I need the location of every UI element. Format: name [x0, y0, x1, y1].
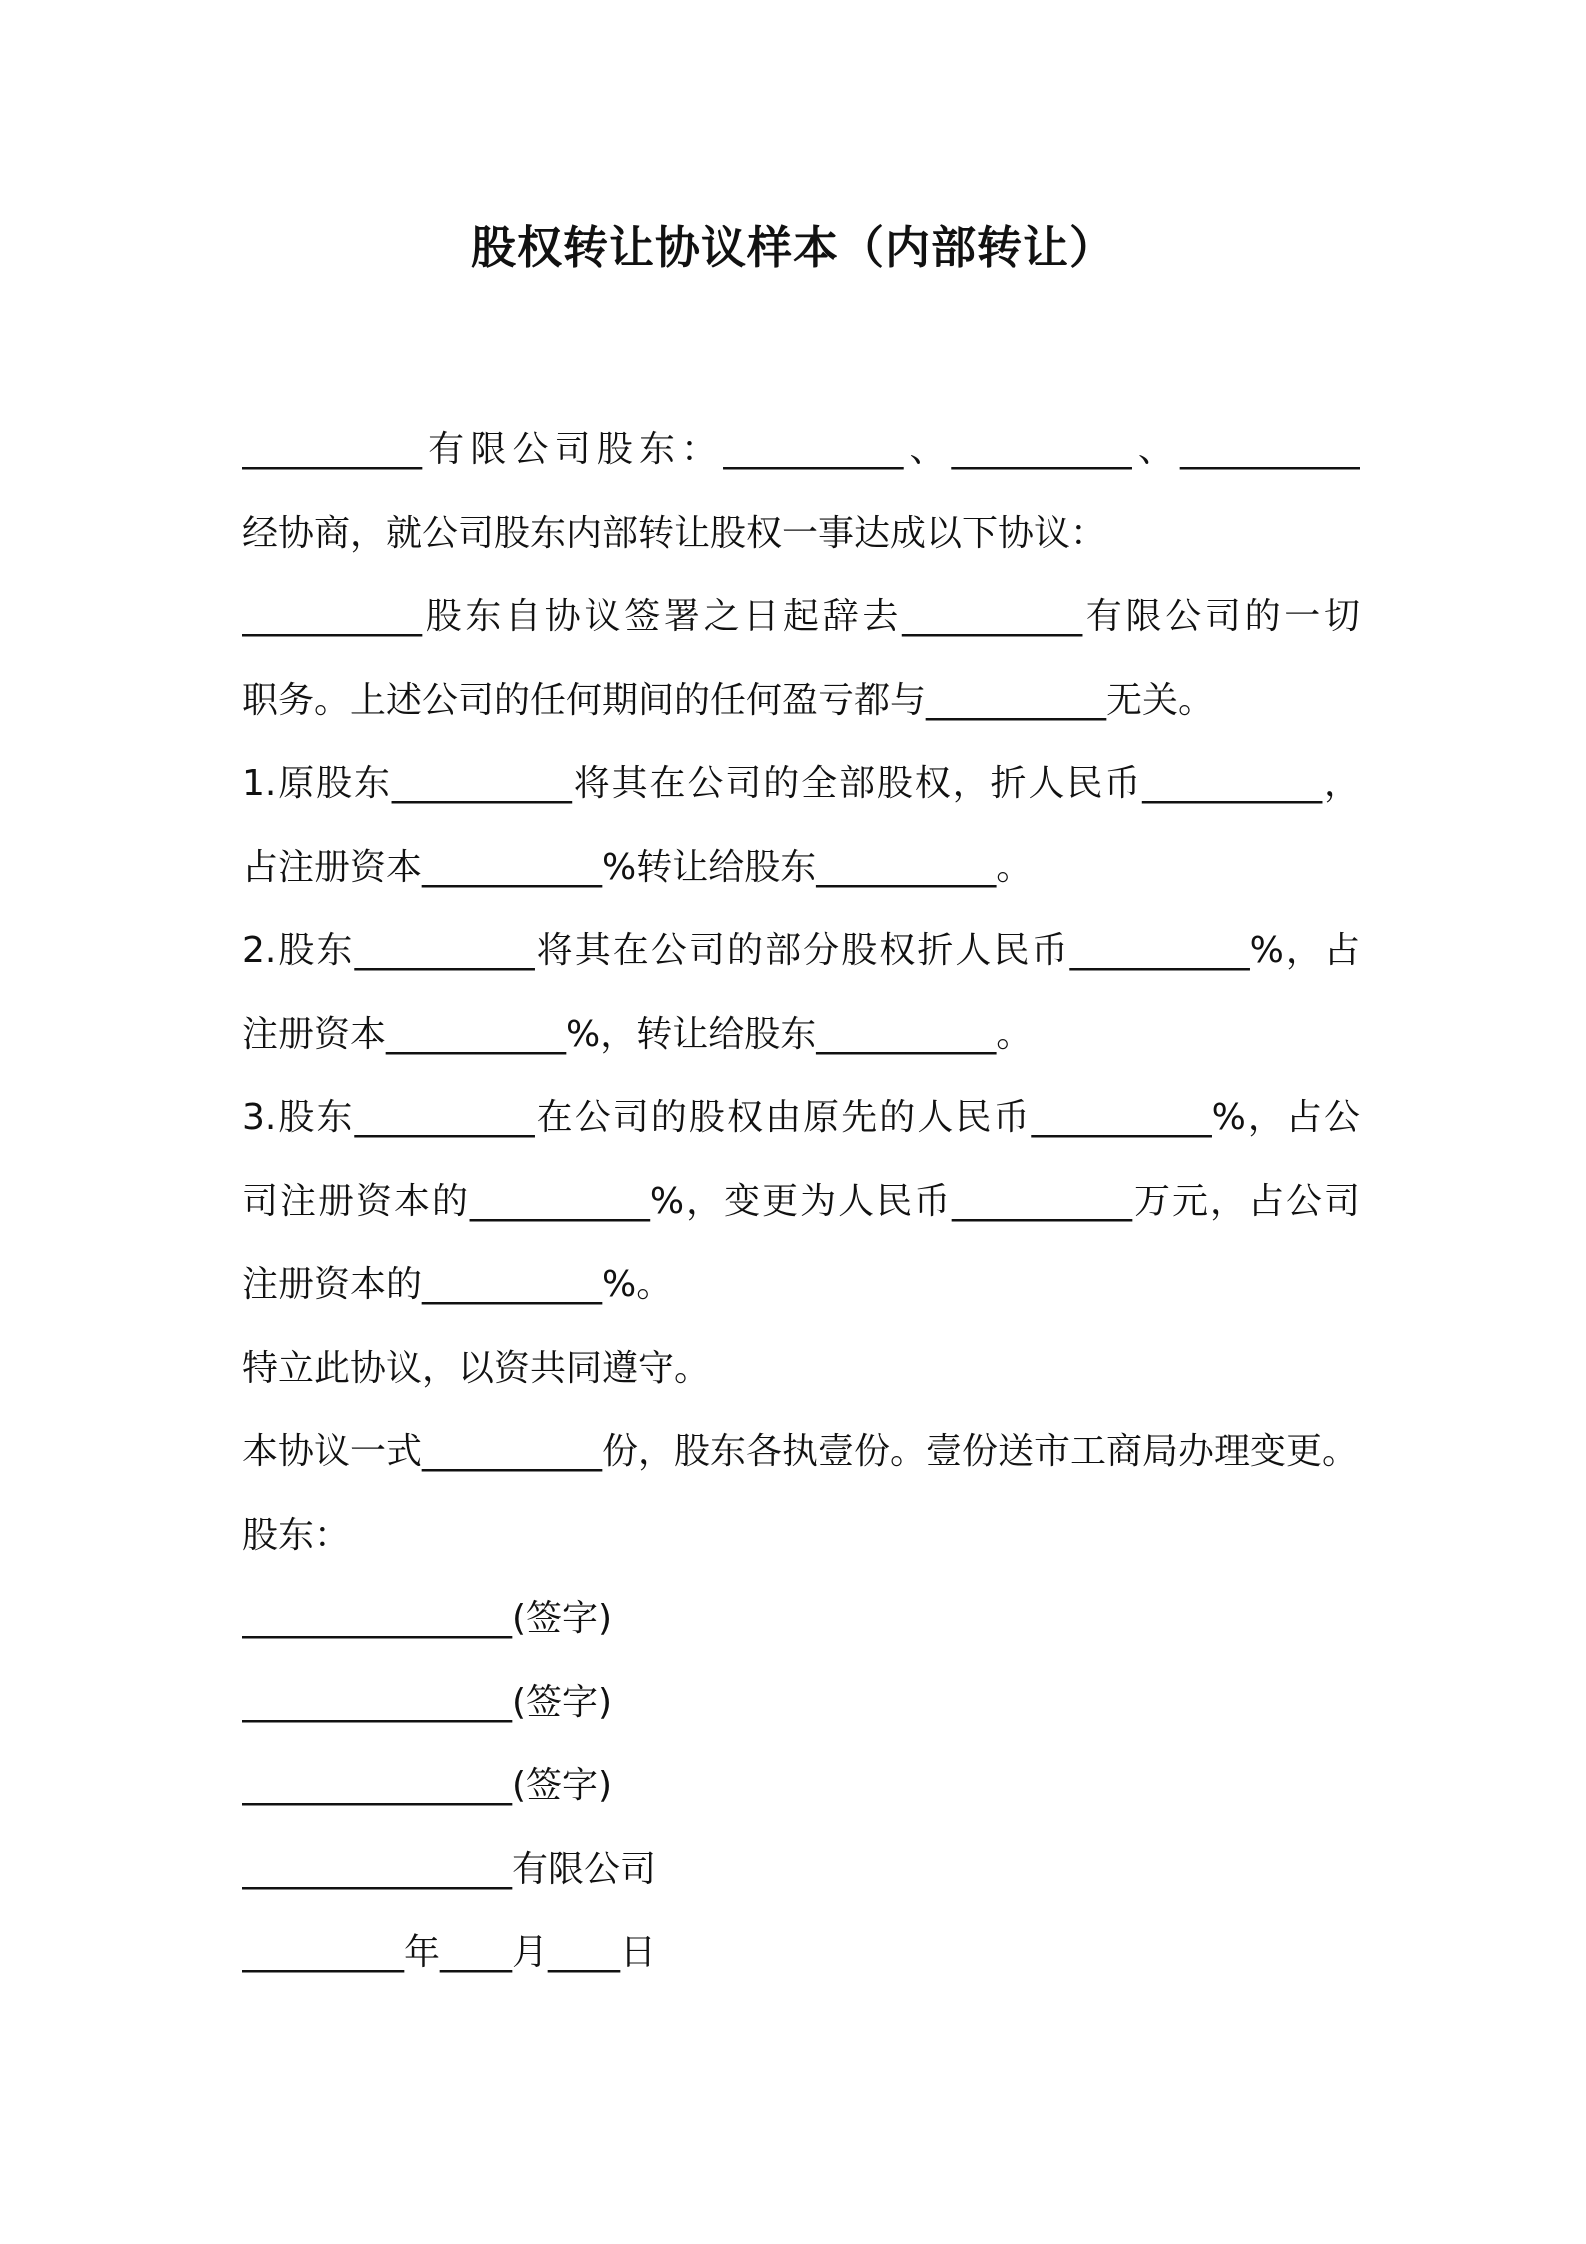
- clause-3-line-1: 3.股东__________在公司的股权由原先的人民币__________%，占公: [242, 1097, 1360, 1138]
- resignation-line-2: 职务。上述公司的任何期间的任何盈亏都与__________无关。: [242, 679, 1215, 721]
- clause-2-line-2: 注册资本__________%，转让给股东__________。: [242, 1013, 1033, 1055]
- parties-line: __________有限公司股东：__________、__________、__________: [242, 429, 1360, 470]
- signature-line: _______________(签字): [242, 1681, 613, 1723]
- clause-1-line-1: 1.原股东__________将其在公司的全部股权，折人民币__________，: [242, 763, 1360, 804]
- resignation-line-1: __________股东自协议签署之日起辞去__________有限公司的一切: [242, 596, 1360, 637]
- clause-1-line-2: 占注册资本__________%转让给股东__________。: [242, 846, 1033, 888]
- shareholders-label: 股东：: [242, 1514, 351, 1556]
- clause-3-line-2: 司注册资本的__________%，变更为人民币__________万元，占公司: [242, 1180, 1360, 1222]
- clause-3-line-3: 注册资本的__________%。: [242, 1264, 673, 1305]
- signature-line: _______________(签字): [242, 1765, 613, 1806]
- copies-statement: 本协议一式__________份，股东各执壹份。壹份送市工商局办理变更。: [242, 1431, 1359, 1472]
- agreement-intro: 经协商，就公司股东内部转让股权一事达成以下协议：: [242, 512, 1107, 554]
- date-line: _________年____月____日: [242, 1932, 656, 1973]
- signature-line: _______________(签字): [242, 1598, 613, 1639]
- document-body: [242, 408, 1360, 1995]
- company-name-line: _______________有限公司: [242, 1848, 657, 1890]
- document-title: 股权转让协议样本（内部转让）: [470, 221, 1115, 274]
- compliance-statement: 特立此协议，以资共同遵守。: [242, 1347, 711, 1389]
- clause-2-line-1: 2.股东__________将其在公司的部分股权折人民币__________%，占: [242, 930, 1360, 971]
